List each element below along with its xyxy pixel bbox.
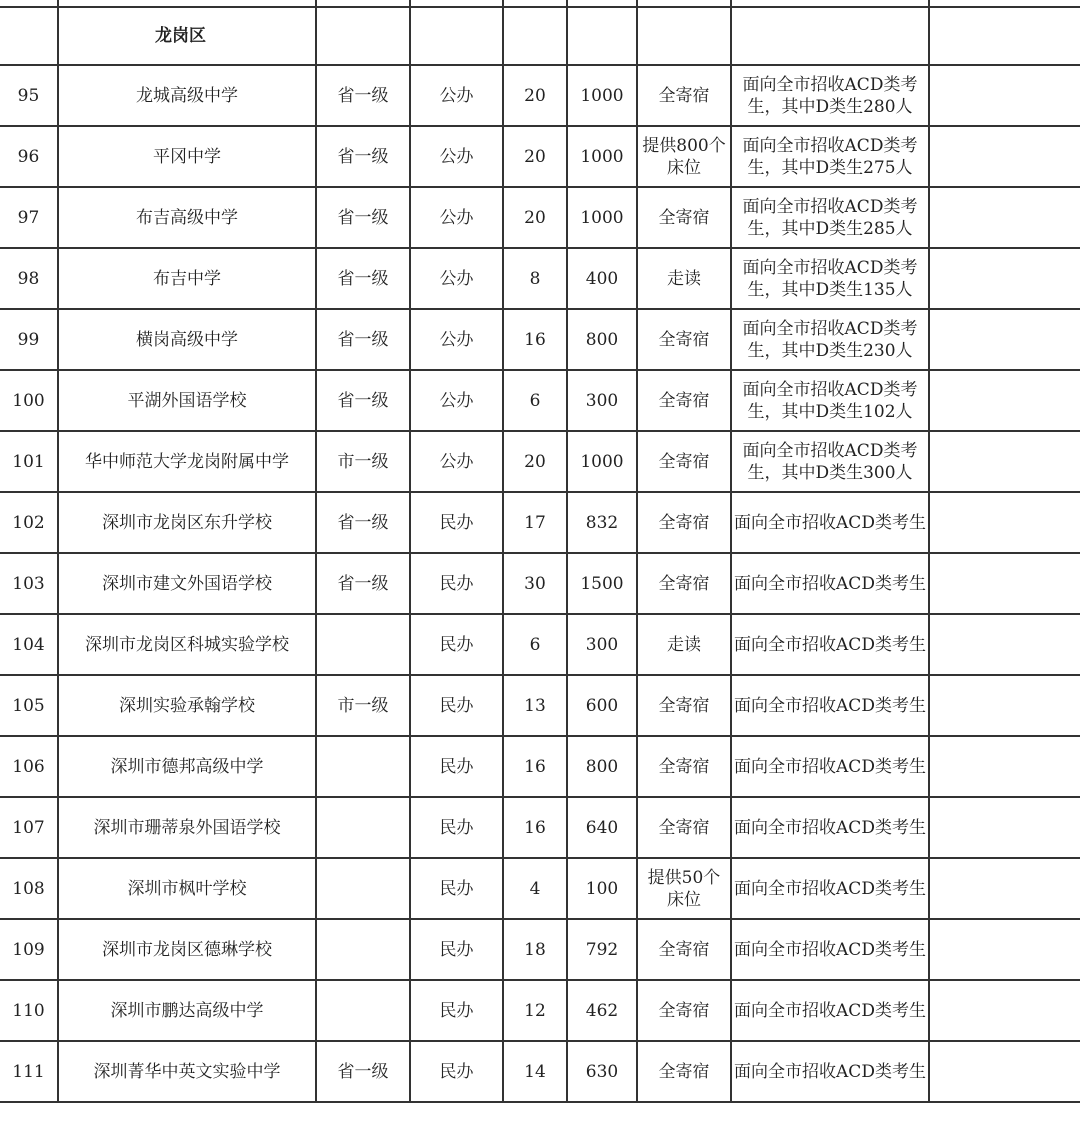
cell-enrollment: 400 <box>567 248 637 309</box>
strip-cell <box>503 0 567 7</box>
cell-level: 省一级 <box>316 492 410 553</box>
cell-note: 面向全市招收ACD类考生，其中D类生135人 <box>731 248 929 309</box>
cell-classes: 8 <box>503 248 567 309</box>
district-name: 龙岗区 <box>58 7 316 65</box>
cell-school-name: 深圳市枫叶学校 <box>58 858 316 919</box>
cell-level: 省一级 <box>316 553 410 614</box>
cell-no: 100 <box>0 370 58 431</box>
cell-classes: 16 <box>503 736 567 797</box>
district-empty-cell <box>567 7 637 65</box>
table-row <box>0 431 1080 492</box>
cell-enrollment: 1000 <box>567 187 637 248</box>
cell-school-name: 深圳市鹏达高级中学 <box>58 980 316 1041</box>
district-empty-cell <box>410 7 503 65</box>
cell-classes: 30 <box>503 553 567 614</box>
cell-type: 民办 <box>410 492 503 553</box>
strip-cell <box>316 0 410 7</box>
cell-no: 99 <box>0 309 58 370</box>
district-empty-cell <box>0 7 58 65</box>
cell-enrollment: 792 <box>567 919 637 980</box>
table-row <box>0 126 1080 187</box>
cell-school-name: 深圳市龙岗区科城实验学校 <box>58 614 316 675</box>
table-row <box>0 65 1080 126</box>
cell-school-name: 深圳实验承翰学校 <box>58 675 316 736</box>
cell-note: 面向全市招收ACD类考生，其中D类生102人 <box>731 370 929 431</box>
cell-level <box>316 919 410 980</box>
cell-type: 公办 <box>410 126 503 187</box>
cell-enrollment: 1000 <box>567 431 637 492</box>
cell-type: 公办 <box>410 431 503 492</box>
cell-extra <box>929 309 1080 370</box>
cell-note: 面向全市招收ACD类考生，其中D类生280人 <box>731 65 929 126</box>
cell-extra <box>929 187 1080 248</box>
cell-note: 面向全市招收ACD类考生 <box>731 492 929 553</box>
strip-cell <box>410 0 503 7</box>
cell-classes: 18 <box>503 919 567 980</box>
table-row <box>0 736 1080 797</box>
cell-extra <box>929 675 1080 736</box>
cell-note: 面向全市招收ACD类考生，其中D类生275人 <box>731 126 929 187</box>
cell-extra <box>929 553 1080 614</box>
cell-no: 108 <box>0 858 58 919</box>
cell-note: 面向全市招收ACD类考生 <box>731 797 929 858</box>
cell-enrollment: 300 <box>567 370 637 431</box>
cell-enrollment: 640 <box>567 797 637 858</box>
cell-enrollment: 1500 <box>567 553 637 614</box>
cell-classes: 12 <box>503 980 567 1041</box>
district-empty-cell <box>503 7 567 65</box>
cell-type: 民办 <box>410 736 503 797</box>
cell-classes: 16 <box>503 309 567 370</box>
cell-school-name: 平冈中学 <box>58 126 316 187</box>
cell-school-name: 深圳市龙岗区东升学校 <box>58 492 316 553</box>
cell-boarding: 提供50个床位 <box>637 858 731 919</box>
cell-level <box>316 797 410 858</box>
table-row <box>0 553 1080 614</box>
cell-no: 96 <box>0 126 58 187</box>
strip-cell <box>929 0 1080 7</box>
district-empty-cell <box>316 7 410 65</box>
cell-level: 省一级 <box>316 309 410 370</box>
cell-type: 民办 <box>410 858 503 919</box>
strip-cell <box>567 0 637 7</box>
cell-boarding: 全寄宿 <box>637 736 731 797</box>
cell-type: 公办 <box>410 370 503 431</box>
cell-level: 省一级 <box>316 370 410 431</box>
cell-no: 109 <box>0 919 58 980</box>
table-row <box>0 919 1080 980</box>
cell-boarding: 全寄宿 <box>637 980 731 1041</box>
cell-no: 104 <box>0 614 58 675</box>
cell-school-name: 深圳菁华中英文实验中学 <box>58 1041 316 1102</box>
district-empty-cell <box>731 7 929 65</box>
table-row <box>0 492 1080 553</box>
cell-extra <box>929 492 1080 553</box>
cell-type: 公办 <box>410 187 503 248</box>
district-empty-cell <box>929 7 1080 65</box>
cell-type: 公办 <box>410 65 503 126</box>
cell-school-name: 布吉高级中学 <box>58 187 316 248</box>
cell-boarding: 全寄宿 <box>637 797 731 858</box>
cell-classes: 6 <box>503 370 567 431</box>
cell-no: 98 <box>0 248 58 309</box>
cell-no: 103 <box>0 553 58 614</box>
cell-level: 省一级 <box>316 248 410 309</box>
cell-level: 省一级 <box>316 65 410 126</box>
cell-enrollment: 800 <box>567 736 637 797</box>
cell-boarding: 全寄宿 <box>637 187 731 248</box>
cell-boarding: 全寄宿 <box>637 675 731 736</box>
cell-school-name: 深圳市德邦高级中学 <box>58 736 316 797</box>
cell-no: 110 <box>0 980 58 1041</box>
cell-no: 107 <box>0 797 58 858</box>
cell-level <box>316 736 410 797</box>
cell-classes: 20 <box>503 187 567 248</box>
table-row <box>0 309 1080 370</box>
cell-note: 面向全市招收ACD类考生 <box>731 675 929 736</box>
cell-extra <box>929 919 1080 980</box>
strip-cell <box>637 0 731 7</box>
cell-boarding: 全寄宿 <box>637 919 731 980</box>
cell-school-name: 横岗高级中学 <box>58 309 316 370</box>
cell-classes: 20 <box>503 431 567 492</box>
cell-type: 公办 <box>410 309 503 370</box>
cell-note: 面向全市招收ACD类考生，其中D类生285人 <box>731 187 929 248</box>
cell-boarding: 全寄宿 <box>637 65 731 126</box>
table-row <box>0 248 1080 309</box>
cell-no: 106 <box>0 736 58 797</box>
cell-type: 民办 <box>410 675 503 736</box>
cell-note: 面向全市招收ACD类考生 <box>731 614 929 675</box>
strip-cell <box>58 0 316 7</box>
cell-extra <box>929 431 1080 492</box>
cell-extra <box>929 1041 1080 1102</box>
table-row <box>0 797 1080 858</box>
cell-classes: 14 <box>503 1041 567 1102</box>
cell-level: 省一级 <box>316 126 410 187</box>
table-row <box>0 370 1080 431</box>
cell-type: 民办 <box>410 614 503 675</box>
cell-enrollment: 1000 <box>567 65 637 126</box>
cell-type: 民办 <box>410 553 503 614</box>
cell-extra <box>929 126 1080 187</box>
cell-no: 105 <box>0 675 58 736</box>
table-row <box>0 980 1080 1041</box>
strip-cell <box>731 0 929 7</box>
cell-enrollment: 300 <box>567 614 637 675</box>
cell-level: 省一级 <box>316 1041 410 1102</box>
cell-note: 面向全市招收ACD类考生，其中D类生300人 <box>731 431 929 492</box>
cell-no: 111 <box>0 1041 58 1102</box>
cell-boarding: 全寄宿 <box>637 309 731 370</box>
cell-school-name: 平湖外国语学校 <box>58 370 316 431</box>
cell-boarding: 全寄宿 <box>637 1041 731 1102</box>
cell-boarding: 全寄宿 <box>637 492 731 553</box>
cell-level <box>316 980 410 1041</box>
cell-classes: 13 <box>503 675 567 736</box>
cell-enrollment: 832 <box>567 492 637 553</box>
cell-level <box>316 858 410 919</box>
cell-boarding: 全寄宿 <box>637 370 731 431</box>
cell-enrollment: 462 <box>567 980 637 1041</box>
cell-type: 民办 <box>410 1041 503 1102</box>
cell-school-name: 龙城高级中学 <box>58 65 316 126</box>
strip-cell <box>0 0 58 7</box>
district-header-row <box>0 7 1080 65</box>
cell-extra <box>929 614 1080 675</box>
cell-no: 97 <box>0 187 58 248</box>
cell-extra <box>929 797 1080 858</box>
cell-no: 102 <box>0 492 58 553</box>
cell-type: 民办 <box>410 797 503 858</box>
cell-extra <box>929 248 1080 309</box>
cell-boarding: 提供800个床位 <box>637 126 731 187</box>
cell-note: 面向全市招收ACD类考生 <box>731 919 929 980</box>
cell-extra <box>929 980 1080 1041</box>
table-row <box>0 187 1080 248</box>
cell-note: 面向全市招收ACD类考生，其中D类生230人 <box>731 309 929 370</box>
cell-boarding: 走读 <box>637 614 731 675</box>
cell-enrollment: 1000 <box>567 126 637 187</box>
cell-boarding: 全寄宿 <box>637 553 731 614</box>
cell-classes: 16 <box>503 797 567 858</box>
cell-classes: 4 <box>503 858 567 919</box>
cell-school-name: 深圳市龙岗区德琳学校 <box>58 919 316 980</box>
cell-no: 95 <box>0 65 58 126</box>
cell-type: 民办 <box>410 919 503 980</box>
cell-extra <box>929 858 1080 919</box>
cell-type: 民办 <box>410 980 503 1041</box>
cell-enrollment: 630 <box>567 1041 637 1102</box>
cell-classes: 20 <box>503 126 567 187</box>
cell-classes: 17 <box>503 492 567 553</box>
cell-school-name: 深圳市珊蒂泉外国语学校 <box>58 797 316 858</box>
cell-school-name: 深圳市建文外国语学校 <box>58 553 316 614</box>
cell-note: 面向全市招收ACD类考生 <box>731 553 929 614</box>
district-empty-cell <box>637 7 731 65</box>
cell-level <box>316 614 410 675</box>
cell-extra <box>929 65 1080 126</box>
table-row <box>0 858 1080 919</box>
cell-level: 省一级 <box>316 187 410 248</box>
cell-classes: 20 <box>503 65 567 126</box>
cell-level: 市一级 <box>316 675 410 736</box>
cell-note: 面向全市招收ACD类考生 <box>731 858 929 919</box>
cell-extra <box>929 370 1080 431</box>
cell-classes: 6 <box>503 614 567 675</box>
cell-boarding: 全寄宿 <box>637 431 731 492</box>
table-row <box>0 614 1080 675</box>
cell-school-name: 布吉中学 <box>58 248 316 309</box>
cell-no: 101 <box>0 431 58 492</box>
table-row <box>0 1041 1080 1102</box>
cell-enrollment: 800 <box>567 309 637 370</box>
cell-enrollment: 600 <box>567 675 637 736</box>
cell-enrollment: 100 <box>567 858 637 919</box>
table-top-strip <box>0 0 1080 7</box>
cell-level: 市一级 <box>316 431 410 492</box>
cell-note: 面向全市招收ACD类考生 <box>731 1041 929 1102</box>
table-row <box>0 675 1080 736</box>
cell-extra <box>929 736 1080 797</box>
cell-note: 面向全市招收ACD类考生 <box>731 736 929 797</box>
cell-type: 公办 <box>410 248 503 309</box>
cell-note: 面向全市招收ACD类考生 <box>731 980 929 1041</box>
cell-boarding: 走读 <box>637 248 731 309</box>
cell-school-name: 华中师范大学龙岗附属中学 <box>58 431 316 492</box>
